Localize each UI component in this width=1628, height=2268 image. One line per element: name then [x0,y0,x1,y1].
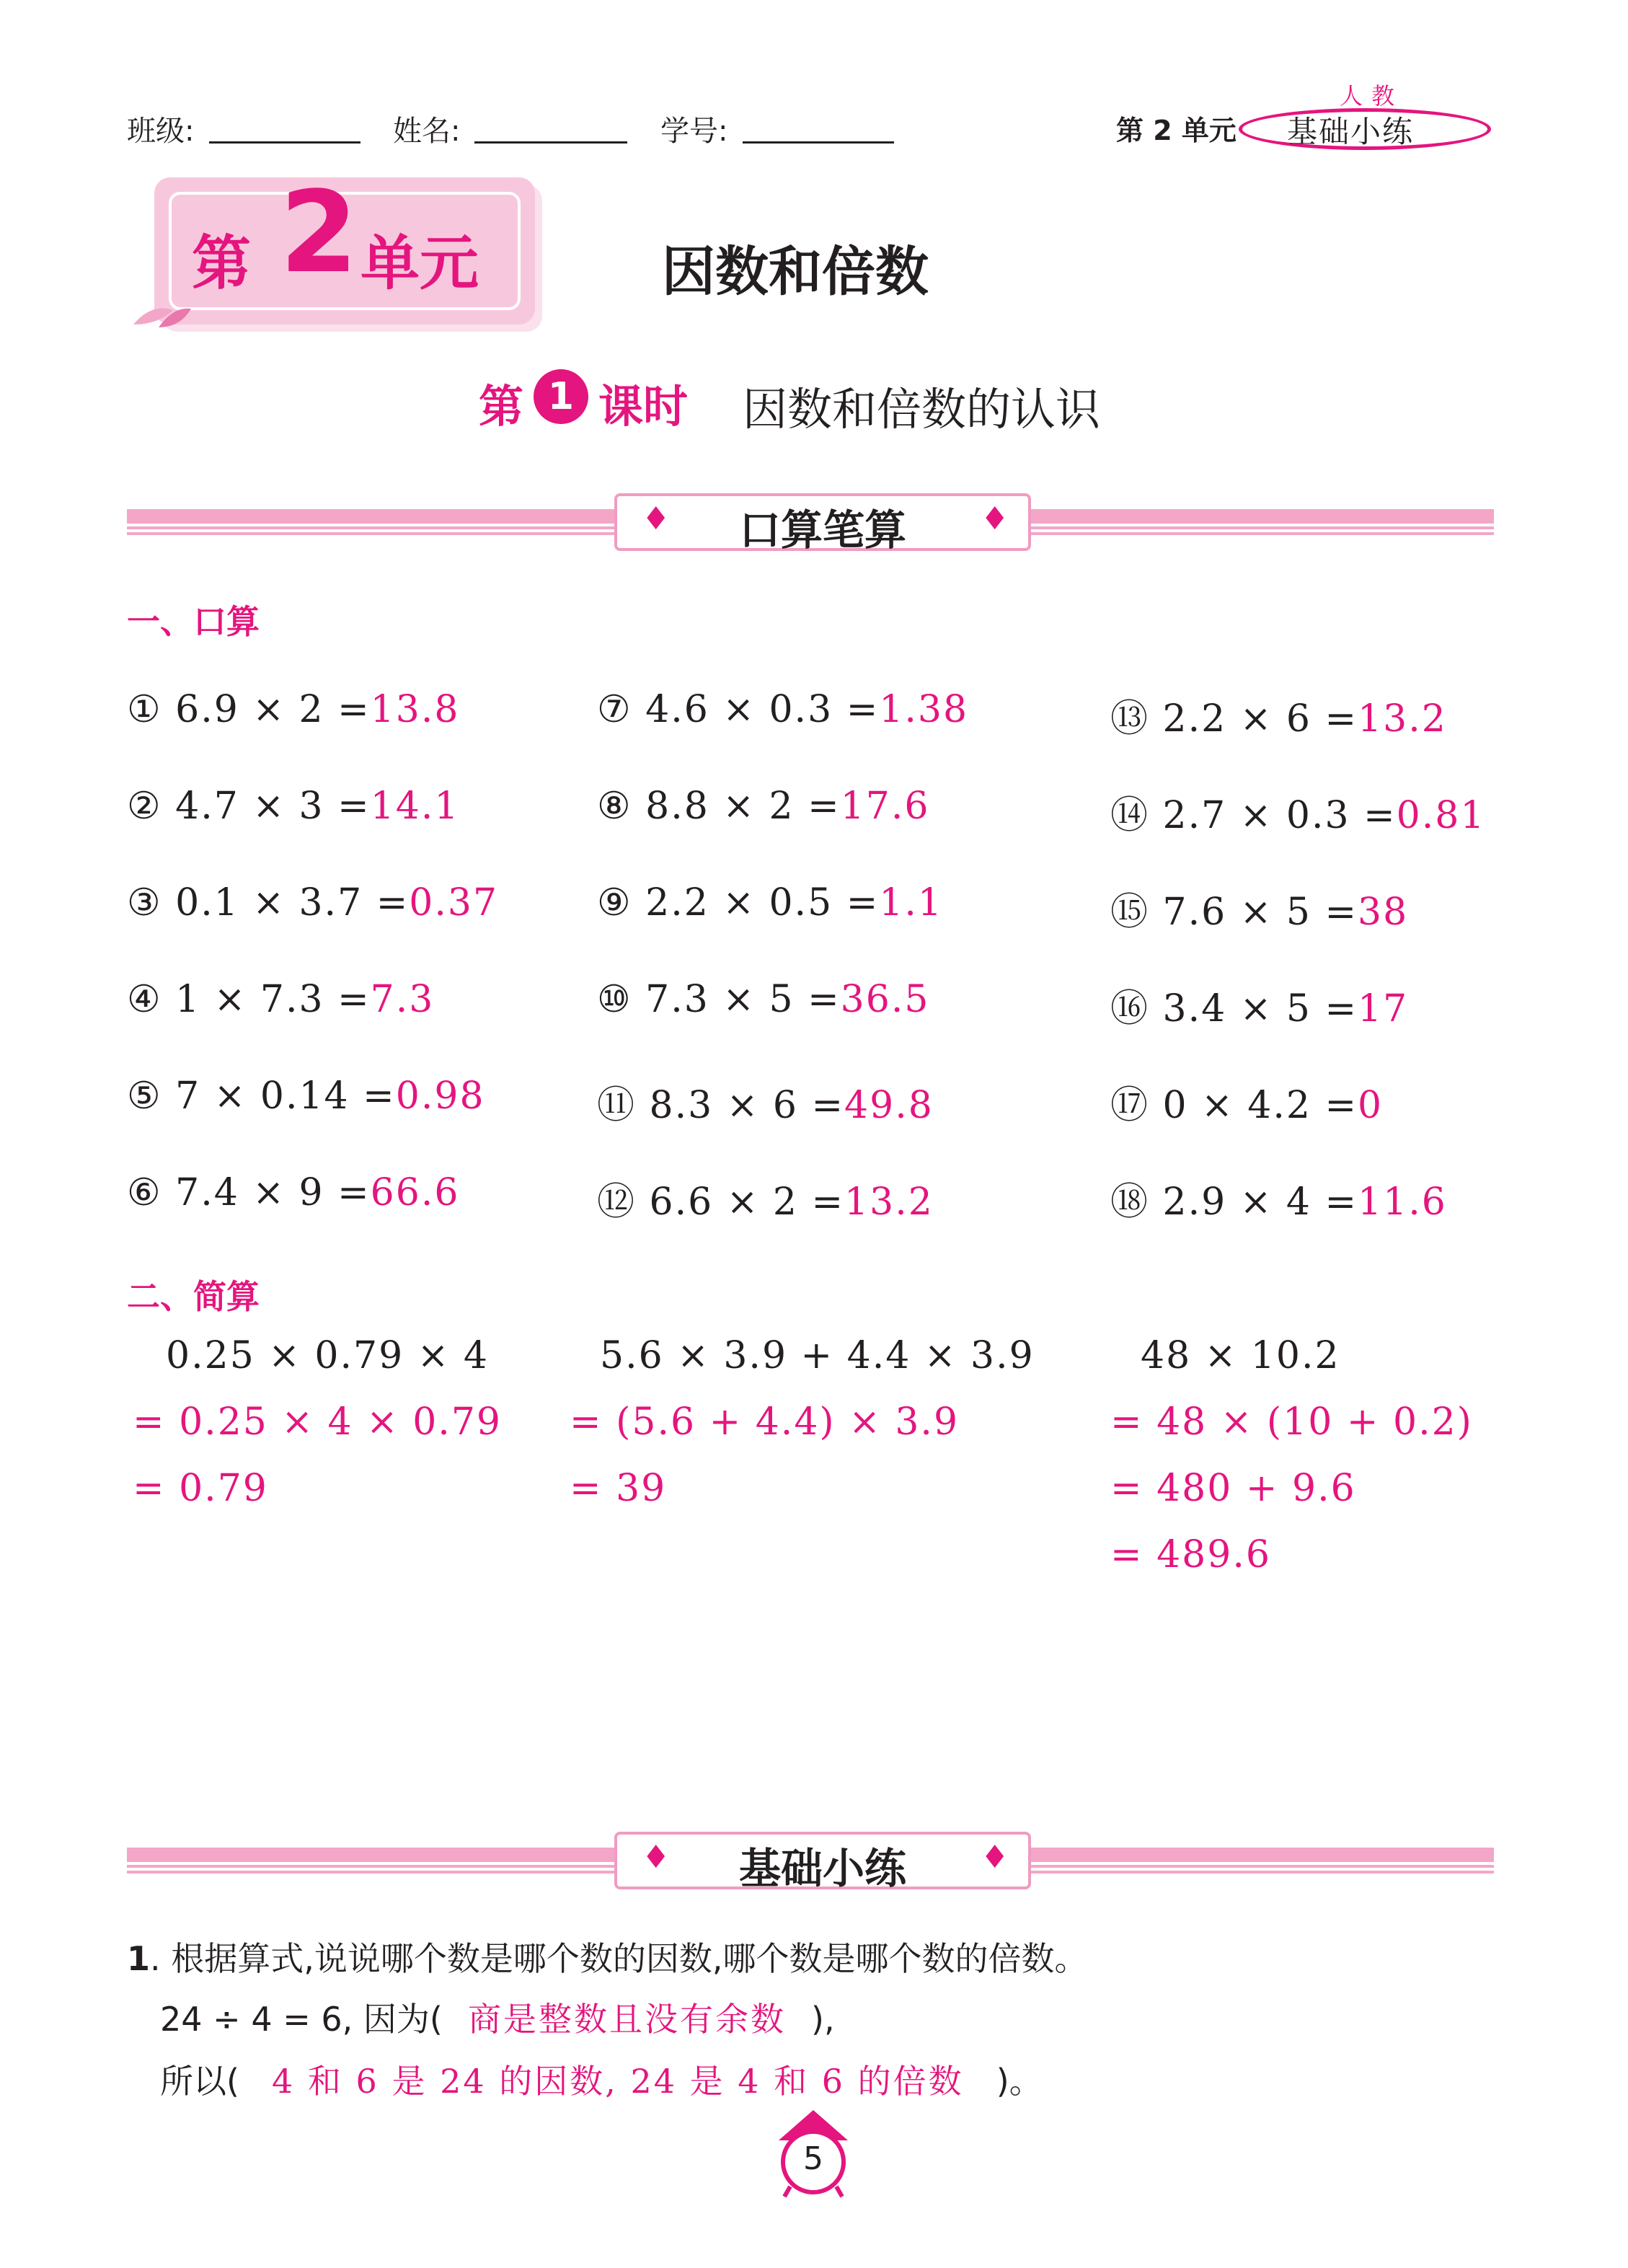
section-title: 口算笔算 [738,506,906,555]
question-1 [127,1933,1088,1980]
oral-answer: 13.8 [370,688,460,731]
lesson-number: 1 [534,369,588,424]
question-text: . 根据算式,说说哪个数是哪个数的因数,哪个数是哪个数的倍数。 [150,1939,1088,1978]
lesson-suffix: 课时 [598,380,689,433]
oral-answer: 49.8 [844,1084,934,1127]
answer-suffix: ), [811,2000,835,2039]
oral-item: ⑪ 8.3 × 6 =49.8 [597,1084,934,1127]
simplify-step: = 489.6 [1110,1533,1271,1576]
oral-answer: 38 [1358,891,1409,934]
oral-item: ⑫ 6.6 × 2 =13.2 [597,1181,934,1224]
oral-answer: 11.6 [1358,1181,1447,1224]
oral-item: ③ 0.1 × 3.7 =0.37 [127,881,499,925]
oral-answer: 0 [1358,1084,1384,1127]
simplify-step: = 480 + 9.6 [1110,1467,1356,1510]
oral-item: ⑧ 8.8 × 2 =17.6 [597,785,930,828]
page-number: 5 [803,2140,823,2177]
simplify-step: = 0.79 [133,1467,268,1510]
oral-item: ⑦ 4.6 × 0.3 =1.38 [597,688,969,731]
header-unit-tag: 第 2 单元 [1116,115,1237,146]
oral-item: ⑬ 2.2 × 6 =13.2 [1110,697,1447,741]
brand-publisher: 人教 [1340,82,1404,110]
simplify-heading: 二、简算 [127,1277,260,1316]
oral-item: ⑯ 3.4 × 5 =17 [1110,987,1409,1031]
oral-answer: 13.2 [1358,697,1447,741]
oral-answer: 0.37 [409,881,499,925]
oral-answer: 66.6 [370,1171,460,1214]
oral-answer: 36.5 [840,978,930,1021]
unit-badge-suffix: 单元 [360,229,479,298]
answer-prefix: 24 ÷ 4 = 6, 因为( [160,2000,443,2039]
answer-suffix: )。 [996,2062,1043,2101]
simplify-step: = (5.6 + 4.4) × 3.9 [570,1400,960,1444]
unit-badge-number: 2 [280,167,358,298]
simplify-step: = 39 [570,1467,667,1510]
oral-heading: 一、口算 [127,602,260,641]
oral-answer: 1.1 [879,881,943,925]
oral-item: ⑰ 0 × 4.2 =0 [1110,1084,1384,1127]
answer-prefix: 所以( [160,2062,239,2101]
oral-item: ⑥ 7.4 × 9 =66.6 [127,1171,460,1214]
oral-answer: 14.1 [370,785,460,828]
oral-answer: 17 [1358,987,1409,1031]
section-title: 基础小练 [738,1844,906,1893]
oral-answer: 7.3 [370,978,435,1021]
oral-answer: 0.98 [395,1075,485,1118]
lesson-prefix: 第 [479,380,524,433]
oral-answer: 17.6 [840,785,930,828]
student-number-blank[interactable] [743,141,894,144]
name-label: 姓名: [393,115,461,148]
chapter-title: 因数和倍数 [662,241,929,303]
oral-item: ④ 1 × 7.3 =7.3 [127,978,435,1021]
leaf-icon [130,303,195,332]
unit-badge-prefix: 第 [192,229,252,298]
diamond-icon: ♦ [981,1839,1009,1876]
simplify-step: = 48 × (10 + 0.2) [1110,1400,1473,1444]
diamond-icon: ♦ [981,500,1009,537]
oral-item: ⑩ 7.3 × 5 =36.5 [597,978,930,1021]
answer-line-2 [160,2055,1043,2103]
oral-item: ⑤ 7 × 0.14 =0.98 [127,1075,485,1118]
oral-answer: 0.81 [1396,794,1486,837]
diamond-icon: ♦ [642,500,671,537]
name-blank[interactable] [474,141,627,144]
oral-item: ⑨ 2.2 × 0.5 =1.1 [597,881,943,925]
oral-answer: 13.2 [844,1181,934,1224]
oral-item: ⑱ 2.9 × 4 =11.6 [1110,1181,1447,1224]
oral-item: ⑭ 2.7 × 0.3 =0.81 [1110,794,1486,837]
class-blank[interactable] [209,141,360,144]
answer-fill[interactable]: 4 和 6 是 24 的因数, 24 是 4 和 6 的倍数 [272,2062,964,2101]
oral-item: ② 4.7 × 3 =14.1 [127,785,460,828]
class-label: 班级: [127,115,195,148]
lesson-title: 因数和倍数的认识 [743,383,1101,436]
brand-name: 基础小练 [1287,114,1415,149]
simplify-expression: 48 × 10.2 [1141,1334,1340,1377]
simplify-expression: 0.25 × 0.79 × 4 [166,1334,489,1377]
student-number-label: 学号: [660,115,728,148]
answer-fill[interactable]: 商是整数且没有余数 [467,2000,786,2039]
oral-item: ① 6.9 × 2 =13.8 [127,688,460,731]
simplify-expression: 5.6 × 3.9 + 4.4 × 3.9 [600,1334,1035,1377]
simplify-step: = 0.25 × 4 × 0.79 [133,1400,503,1444]
diamond-icon: ♦ [642,1839,671,1876]
oral-item: ⑮ 7.6 × 5 =38 [1110,891,1409,934]
question-number: 1 [127,1939,151,1978]
answer-line-1 [160,1993,835,2041]
oral-answer: 1.38 [879,688,969,731]
